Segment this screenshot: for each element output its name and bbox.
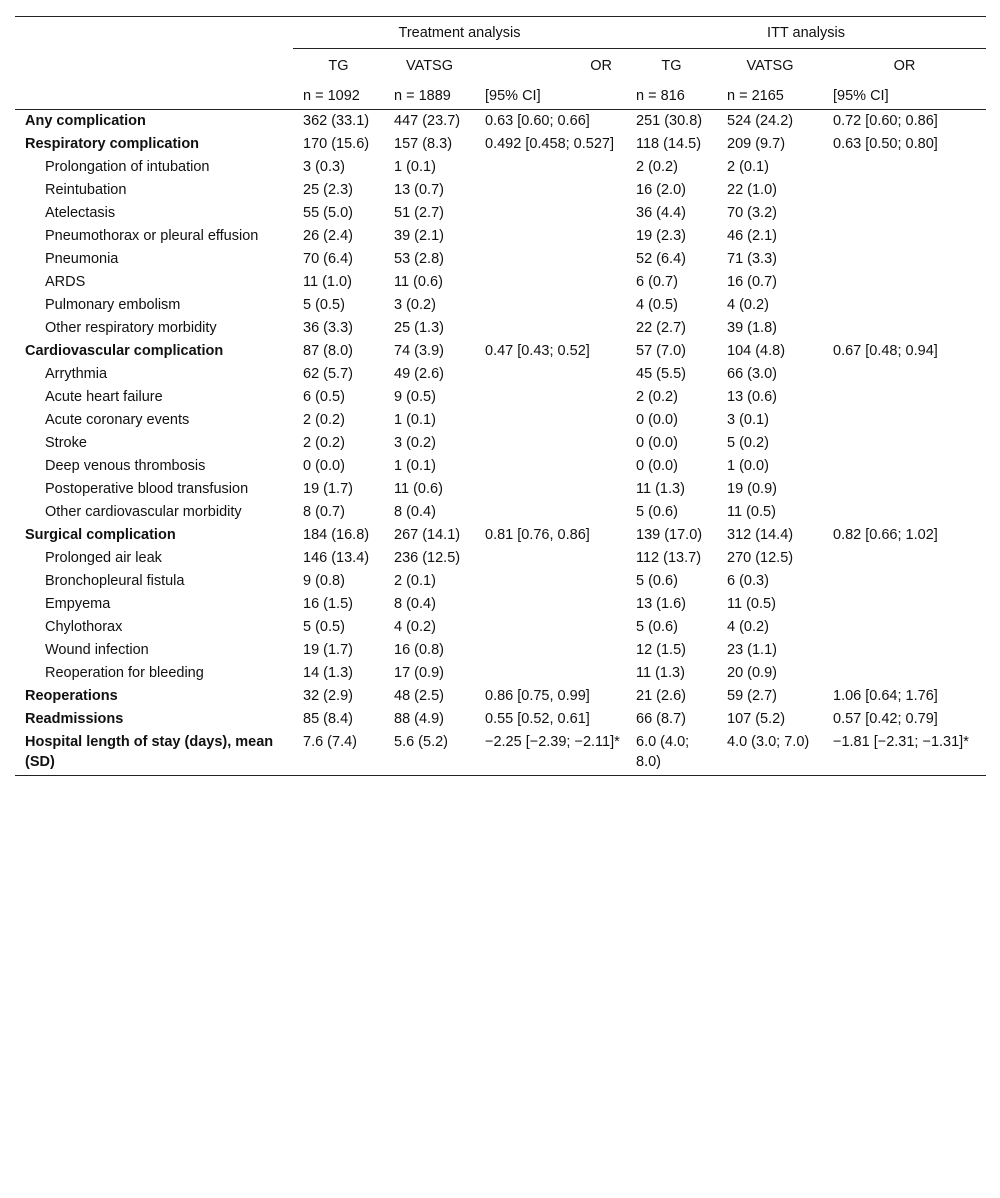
cell-vatsg-treatment: 3 (0.2): [394, 297, 436, 313]
cell-vatsg-treatment: 1 (0.1): [394, 412, 436, 428]
cell-tg-itt: 0 (0.0): [636, 458, 678, 474]
cell-vatsg-itt: 16 (0.7): [727, 274, 777, 290]
cell-or-itt: [823, 593, 986, 616]
table-row: [15, 386, 986, 409]
cell-or-treatment: [475, 202, 626, 225]
cell-tg-treatment: 36 (3.3): [303, 320, 353, 336]
cell-tg-treatment: 362 (33.1): [303, 113, 370, 129]
cell-vatsg-itt: 59 (2.7): [727, 688, 777, 704]
col-header-vatsg-itt: VATSG: [746, 58, 794, 74]
cell-vatsg-treatment: 157 (8.3): [394, 136, 453, 152]
cell-vatsg-itt: 209 (9.7): [727, 136, 786, 152]
cell-tg-itt: 2 (0.2): [636, 159, 678, 175]
table-row: [15, 202, 986, 225]
cell-tg-itt: 5 (0.6): [636, 619, 678, 635]
cell-or-itt: [823, 432, 986, 455]
table-row: [15, 340, 986, 363]
category-label: Surgical complication: [25, 527, 176, 543]
cell-or-itt: [823, 317, 986, 340]
cell-or-treatment: [475, 501, 626, 524]
col-header-or: OR: [590, 58, 612, 74]
col-header-or-itt: OR: [893, 58, 916, 74]
cell-or-itt: 0.82 [0.66; 1.02]: [833, 527, 938, 543]
table-row: [15, 110, 986, 134]
cell-tg-treatment: 25 (2.3): [303, 182, 353, 198]
subitem-label: Empyema: [45, 596, 111, 612]
cell-or-treatment: 0.492 [0.458; 0.527]: [485, 136, 614, 152]
cell-or-treatment: [475, 432, 626, 455]
table-row: [15, 409, 986, 432]
cell-vatsg-itt: 19 (0.9): [727, 481, 777, 497]
cell-or-treatment: 0.55 [0.52, 0.61]: [485, 711, 590, 727]
cell-or-itt: [823, 455, 986, 478]
cell-tg-itt: 251 (30.8): [636, 113, 703, 129]
cell-vatsg-itt: 20 (0.9): [727, 665, 777, 681]
cell-vatsg-itt: 104 (4.8): [727, 343, 786, 359]
group-treatment-analysis: Treatment analysis: [293, 17, 626, 49]
cell-vatsg-treatment: 74 (3.9): [394, 343, 444, 359]
cell-or-itt: [823, 409, 986, 432]
cell-or-itt: [823, 202, 986, 225]
n-tg-itt: n = 816: [626, 81, 717, 110]
cell-vatsg-itt: 71 (3.3): [727, 251, 777, 267]
col-header-tg-itt: TG: [661, 58, 682, 74]
cell-or-treatment: [475, 294, 626, 317]
cell-vatsg-itt: 4 (0.2): [727, 619, 769, 635]
cell-or-itt: [823, 547, 986, 570]
cell-vatsg-treatment: 236 (12.5): [394, 550, 461, 566]
cell-tg-itt: 36 (4.4): [636, 205, 686, 221]
cell-or-itt: 0.67 [0.48; 0.94]: [833, 343, 938, 359]
cell-or-treatment: 0.47 [0.43; 0.52]: [485, 343, 590, 359]
cell-or-itt: 0.72 [0.60; 0.86]: [833, 113, 938, 129]
cell-vatsg-itt: 2 (0.1): [727, 159, 769, 175]
cell-vatsg-treatment: 267 (14.1): [394, 527, 461, 543]
cell-or-treatment: [475, 547, 626, 570]
table-row: [15, 547, 986, 570]
cell-or-itt: [823, 386, 986, 409]
table-row: [15, 685, 986, 708]
cell-or-itt: [823, 248, 986, 271]
cell-or-itt: 0.63 [0.50; 0.80]: [833, 136, 938, 152]
cell-tg-itt: 16 (2.0): [636, 182, 686, 198]
cell-vatsg-itt: 270 (12.5): [727, 550, 794, 566]
cell-or-treatment: [475, 662, 626, 685]
subitem-label: Other respiratory morbidity: [45, 320, 217, 336]
cell-vatsg-itt: 23 (1.1): [727, 642, 777, 658]
table-row: [15, 524, 986, 547]
cell-tg-treatment: 7.6 (7.4): [293, 731, 384, 776]
cell-vatsg-itt: 3 (0.1): [727, 412, 769, 428]
category-label: Respiratory complication: [25, 136, 200, 152]
ci-label-itt: [95% CI]: [823, 81, 986, 110]
cell-tg-treatment: 16 (1.5): [303, 596, 353, 612]
cell-or-treatment: [475, 409, 626, 432]
cell-vatsg-treatment: 1 (0.1): [394, 458, 436, 474]
cell-vatsg-treatment: 3 (0.2): [394, 435, 436, 451]
cell-or-itt: [823, 179, 986, 202]
cell-tg-treatment: 32 (2.9): [303, 688, 353, 704]
cell-or-treatment: [475, 156, 626, 179]
subitem-label: Reintubation: [45, 182, 127, 198]
cell-tg-treatment: 11 (1.0): [303, 274, 352, 290]
cell-vatsg-treatment: 17 (0.9): [394, 665, 444, 681]
table-row: [15, 271, 986, 294]
cell-tg-itt: 6 (0.7): [636, 274, 678, 290]
cell-vatsg-itt: 312 (14.4): [727, 527, 794, 543]
cell-or-treatment: −2.25 [−2.39; −2.11]*: [475, 731, 626, 776]
cell-vatsg-itt: 4.0 (3.0; 7.0): [717, 731, 823, 776]
cell-tg-itt: 0 (0.0): [636, 412, 678, 428]
cell-vatsg-treatment: 4 (0.2): [394, 619, 436, 635]
cell-vatsg-itt: 22 (1.0): [727, 182, 777, 198]
cell-tg-itt: 118 (14.5): [636, 136, 702, 152]
cell-vatsg-itt: 11 (0.5): [727, 596, 776, 612]
cell-vatsg-itt: 1 (0.0): [727, 458, 769, 474]
subitem-label: Pulmonary embolism: [45, 297, 181, 313]
cell-vatsg-treatment: 5.6 (5.2): [384, 731, 475, 776]
cell-or-treatment: 0.63 [0.60; 0.66]: [485, 113, 590, 129]
cell-vatsg-itt: 66 (3.0): [727, 366, 777, 382]
cell-or-treatment: [475, 478, 626, 501]
subitem-label: Acute heart failure: [45, 389, 163, 405]
table-row: [15, 317, 986, 340]
cell-or-treatment: [475, 386, 626, 409]
cell-tg-itt: 11 (1.3): [636, 665, 685, 681]
cell-vatsg-itt: 39 (1.8): [727, 320, 777, 336]
category-label: Any complication: [25, 113, 146, 129]
cell-tg-itt: 22 (2.7): [636, 320, 686, 336]
subitem-label: Prolongation of intubation: [45, 159, 210, 175]
subitem-label: ARDS: [45, 274, 86, 290]
cell-vatsg-treatment: 447 (23.7): [394, 113, 461, 129]
cell-tg-treatment: 0 (0.0): [303, 458, 345, 474]
table-row: [15, 593, 986, 616]
cell-tg-itt: 21 (2.6): [636, 688, 686, 704]
cell-vatsg-itt: 46 (2.1): [727, 228, 777, 244]
cell-vatsg-itt: 13 (0.6): [727, 389, 777, 405]
cell-tg-itt: 5 (0.6): [636, 573, 678, 589]
sample-size-row: [15, 81, 986, 110]
cell-vatsg-treatment: 88 (4.9): [394, 711, 444, 727]
table-row: [15, 639, 986, 662]
cell-tg-itt: 0 (0.0): [636, 435, 678, 451]
cell-tg-treatment: 6 (0.5): [303, 389, 345, 405]
subitem-label: Reoperation for bleeding: [45, 665, 204, 681]
cell-tg-itt: 12 (1.5): [636, 642, 686, 658]
cell-tg-itt: 139 (17.0): [636, 527, 703, 543]
cell-tg-treatment: 8 (0.7): [303, 504, 345, 520]
cell-or-itt: [823, 570, 986, 593]
table-row: [15, 570, 986, 593]
cell-tg-treatment: 2 (0.2): [303, 435, 345, 451]
category-label: Readmissions: [25, 711, 124, 727]
col-header-tg: TG: [328, 58, 349, 74]
cell-vatsg-itt: 70 (3.2): [727, 205, 777, 221]
group-itt-analysis: ITT analysis: [626, 17, 986, 49]
cell-tg-treatment: 85 (8.4): [303, 711, 353, 727]
cell-vatsg-treatment: 11 (0.6): [394, 481, 443, 497]
column-header-row: [15, 49, 986, 82]
cell-tg-treatment: 62 (5.7): [303, 366, 353, 382]
cell-or-itt: 1.06 [0.64; 1.76]: [833, 688, 938, 704]
cell-tg-treatment: 170 (15.6): [303, 136, 370, 152]
table-row: [15, 156, 986, 179]
cell-tg-itt: 13 (1.6): [636, 596, 686, 612]
cell-tg-itt: 52 (6.4): [636, 251, 686, 267]
table-row: [15, 455, 986, 478]
subitem-label: Other cardiovascular morbidity: [45, 504, 242, 520]
cell-vatsg-treatment: 16 (0.8): [394, 642, 444, 658]
cell-vatsg-treatment: 25 (1.3): [394, 320, 444, 336]
table-row: [15, 432, 986, 455]
table-body: [15, 110, 986, 776]
subitem-label: Deep venous thrombosis: [45, 458, 206, 474]
category-label: Reoperations: [25, 688, 118, 704]
cell-tg-itt: 45 (5.5): [636, 366, 686, 382]
cell-tg-treatment: 19 (1.7): [303, 481, 353, 497]
cell-vatsg-treatment: 2 (0.1): [394, 573, 436, 589]
cell-or-treatment: [475, 225, 626, 248]
cell-or-treatment: 0.86 [0.75, 0.99]: [485, 688, 590, 704]
cell-or-itt: [823, 501, 986, 524]
subitem-label: Acute coronary events: [45, 412, 190, 428]
cell-or-treatment: [475, 593, 626, 616]
cell-tg-itt: 11 (1.3): [636, 481, 685, 497]
cell-tg-itt: 2 (0.2): [636, 389, 678, 405]
cell-vatsg-treatment: 11 (0.6): [394, 274, 443, 290]
n-vatsg-itt: n = 2165: [717, 81, 823, 110]
cell-tg-itt: 57 (7.0): [636, 343, 686, 359]
group-header-row: [15, 17, 986, 49]
cell-vatsg-treatment: 39 (2.1): [394, 228, 444, 244]
cell-or-treatment: [475, 616, 626, 639]
category-label: Hospital length of stay (days), mean (SD): [15, 731, 293, 776]
table-row: [15, 478, 986, 501]
cell-tg-treatment: 26 (2.4): [303, 228, 353, 244]
cell-tg-treatment: 9 (0.8): [303, 573, 345, 589]
cell-or-itt: [823, 662, 986, 685]
cell-vatsg-treatment: 48 (2.5): [394, 688, 444, 704]
cell-or-itt: [823, 363, 986, 386]
cell-tg-treatment: 70 (6.4): [303, 251, 353, 267]
subitem-label: Wound infection: [45, 642, 149, 658]
table-row: [15, 708, 986, 731]
cell-vatsg-itt: 4 (0.2): [727, 297, 769, 313]
cell-vatsg-itt: 11 (0.5): [727, 504, 776, 520]
cell-or-itt: [823, 271, 986, 294]
cell-vatsg-itt: 524 (24.2): [727, 113, 794, 129]
cell-vatsg-itt: 5 (0.2): [727, 435, 769, 451]
subitem-label: Pneumothorax or pleural effusion: [45, 228, 259, 244]
cell-vatsg-itt: 6 (0.3): [727, 573, 769, 589]
subitem-label: Postoperative blood transfusion: [45, 481, 249, 497]
cell-or-treatment: [475, 248, 626, 271]
subitem-label: Arrythmia: [45, 366, 108, 382]
cell-vatsg-treatment: 49 (2.6): [394, 366, 444, 382]
cell-tg-treatment: 19 (1.7): [303, 642, 353, 658]
cell-or-itt: [823, 639, 986, 662]
table-row: [15, 501, 986, 524]
cell-or-treatment: 0.81 [0.76, 0.86]: [485, 527, 590, 543]
cell-tg-treatment: 184 (16.8): [303, 527, 370, 543]
cell-vatsg-treatment: 53 (2.8): [394, 251, 444, 267]
cell-tg-itt: 6.0 (4.0; 8.0): [626, 731, 717, 776]
cell-tg-treatment: 87 (8.0): [303, 343, 353, 359]
cell-or-itt: [823, 225, 986, 248]
cell-or-itt: 0.57 [0.42; 0.79]: [833, 711, 938, 727]
cell-tg-itt: 4 (0.5): [636, 297, 678, 313]
cell-tg-treatment: 5 (0.5): [303, 297, 345, 313]
cell-tg-itt: 66 (8.7): [636, 711, 686, 727]
cell-or-itt: [823, 478, 986, 501]
cell-tg-itt: 5 (0.6): [636, 504, 678, 520]
table-row: [15, 731, 986, 776]
table-row: [15, 179, 986, 202]
table-row: [15, 248, 986, 271]
cell-or-treatment: [475, 317, 626, 340]
cell-tg-treatment: 2 (0.2): [303, 412, 345, 428]
ci-label: [95% CI]: [475, 81, 626, 110]
cell-tg-itt: 19 (2.3): [636, 228, 686, 244]
cell-vatsg-treatment: 8 (0.4): [394, 504, 436, 520]
table-row: [15, 294, 986, 317]
cell-tg-treatment: 146 (13.4): [303, 550, 370, 566]
cell-or-treatment: [475, 639, 626, 662]
subitem-label: Chylothorax: [45, 619, 123, 635]
subitem-label: Bronchopleural fistula: [45, 573, 185, 589]
table-row: [15, 363, 986, 386]
subitem-label: Stroke: [45, 435, 87, 451]
n-tg: n = 1092: [293, 81, 384, 110]
cell-or-treatment: [475, 455, 626, 478]
stub-header: [15, 17, 293, 49]
cell-or-treatment: [475, 363, 626, 386]
cell-or-itt: [823, 616, 986, 639]
cell-vatsg-treatment: 1 (0.1): [394, 159, 436, 175]
cell-tg-treatment: 55 (5.0): [303, 205, 353, 221]
complications-table: [15, 16, 986, 776]
cell-or-itt: −1.81 [−2.31; −1.31]*: [823, 731, 986, 776]
cell-vatsg-treatment: 9 (0.5): [394, 389, 436, 405]
category-label: Cardiovascular complication: [25, 343, 224, 359]
subitem-label: Prolonged air leak: [45, 550, 162, 566]
cell-tg-itt: 112 (13.7): [636, 550, 702, 566]
subitem-label: Pneumonia: [45, 251, 119, 267]
cell-or-itt: [823, 156, 986, 179]
subitem-label: Atelectasis: [45, 205, 116, 221]
cell-tg-treatment: 5 (0.5): [303, 619, 345, 635]
cell-tg-treatment: 3 (0.3): [303, 159, 345, 175]
cell-tg-treatment: 14 (1.3): [303, 665, 353, 681]
table-row: [15, 616, 986, 639]
cell-vatsg-treatment: 8 (0.4): [394, 596, 436, 612]
col-header-vatsg: VATSG: [406, 58, 453, 74]
table-row: [15, 225, 986, 248]
n-vatsg: n = 1889: [384, 81, 475, 110]
cell-vatsg-treatment: 51 (2.7): [394, 205, 444, 221]
cell-vatsg-treatment: 13 (0.7): [394, 182, 444, 198]
cell-or-treatment: [475, 570, 626, 593]
cell-vatsg-itt: 107 (5.2): [727, 711, 786, 727]
table-row: [15, 662, 986, 685]
cell-or-itt: [823, 294, 986, 317]
table-row: [15, 133, 986, 156]
cell-or-treatment: [475, 271, 626, 294]
cell-or-treatment: [475, 179, 626, 202]
